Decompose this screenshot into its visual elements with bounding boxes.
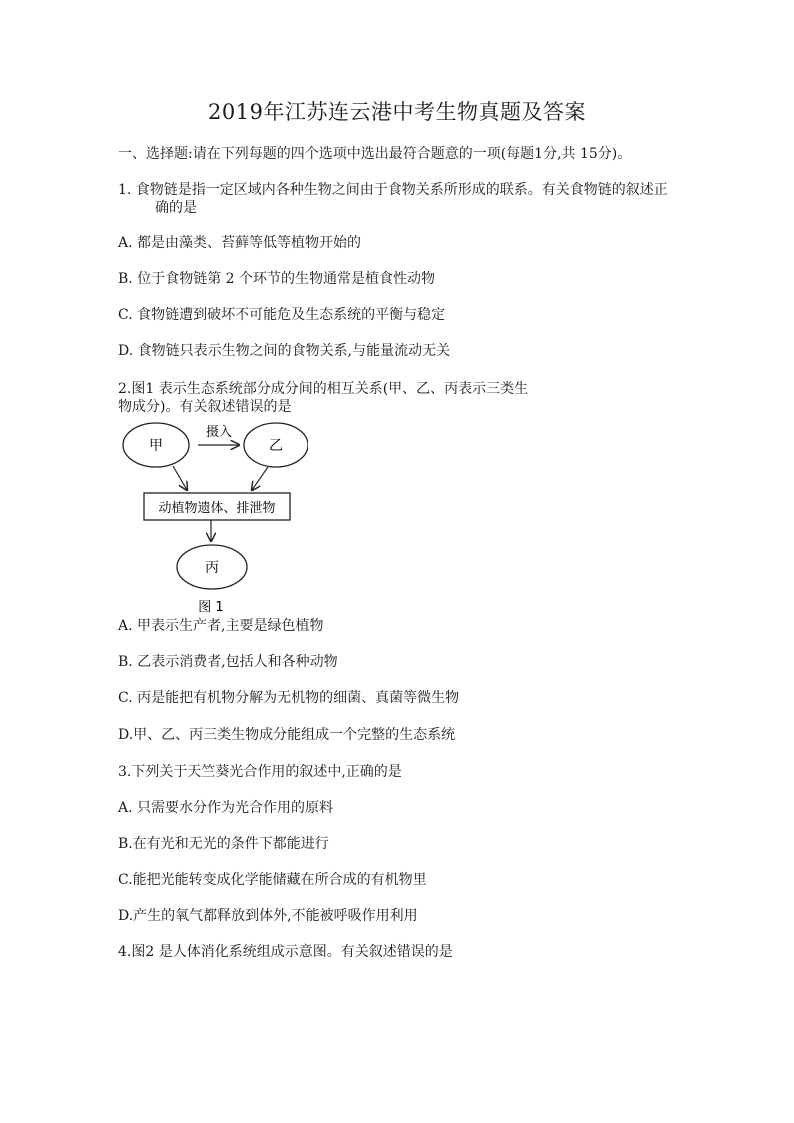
q1-option-c: C. 食物链遭到破坏不可能危及生态系统的平衡与稳定 [118,307,446,323]
q2-stem-line1: 2.图1 表示生态系统部分成分间的相互关系(甲、乙、丙表示三类生 [118,381,529,397]
q1-option-b: B. 位于食物链第 2 个环节的生物通常是植食性动物 [118,271,435,287]
q3-option-c: C.能把光能转变成化学能储藏在所合成的有机物里 [118,872,427,888]
q1-option-d: D. 食物链只表示生物之间的食物关系,与能量流动无关 [118,343,451,359]
node-jia-label: 甲 [149,438,163,454]
arrow-jia-to-box [173,466,187,490]
node-yi-label: 乙 [269,438,283,454]
q2-option-b: B. 乙表示消费者,包括人和各种动物 [118,654,338,670]
q2-option-a: A. 甲表示生产者,主要是绿色植物 [118,618,324,634]
node-bing-label: 丙 [205,560,219,576]
q3-stem: 3.下列关于天竺葵光合作用的叙述中,正确的是 [118,764,402,780]
arrow-yi-to-box [252,467,268,490]
figure-1-diagram [118,418,308,618]
q4-stem: 4.图2 是人体消化系统组成示意图。有关叙述错误的是 [118,944,453,960]
q2-stem-line2: 物成分)。有关叙述错误的是 [118,399,292,415]
remains-box-label: 动植物遗体、排泄物 [158,501,276,516]
q1-stem-line2: 确的是 [155,200,197,216]
arrow-label-sheru: 摄入 [205,425,233,440]
page-title: 2019年江苏连云港中考生物真题及答案 [208,100,586,124]
q2-option-d: D.甲、乙、丙三类生物成分能组成一个完整的生态系统 [118,727,456,743]
q2-option-c: C. 丙是能把有机物分解为无机物的细菌、真菌等微生物 [118,690,460,706]
q3-option-b: B.在有光和无光的条件下都能进行 [118,836,329,852]
q1-stem-line1: 1. 食物链是指一定区域内各种生物之间由于食物关系所形成的联系。有关食物链的叙述正 [118,182,668,198]
q1-option-a: A. 都是由藻类、苔藓等低等植物开始的 [118,235,362,251]
section-heading: 一、选择题:请在下列每题的四个选项中选出最符合题意的一项(每题1分,共 15分)。 [118,146,632,162]
q3-option-d: D.产生的氧气都释放到体外,不能被呼吸作用利用 [118,908,418,924]
q3-option-a: A. 只需要水分作为光合作用的原料 [118,800,334,816]
figure-caption: 图 1 [198,600,224,615]
